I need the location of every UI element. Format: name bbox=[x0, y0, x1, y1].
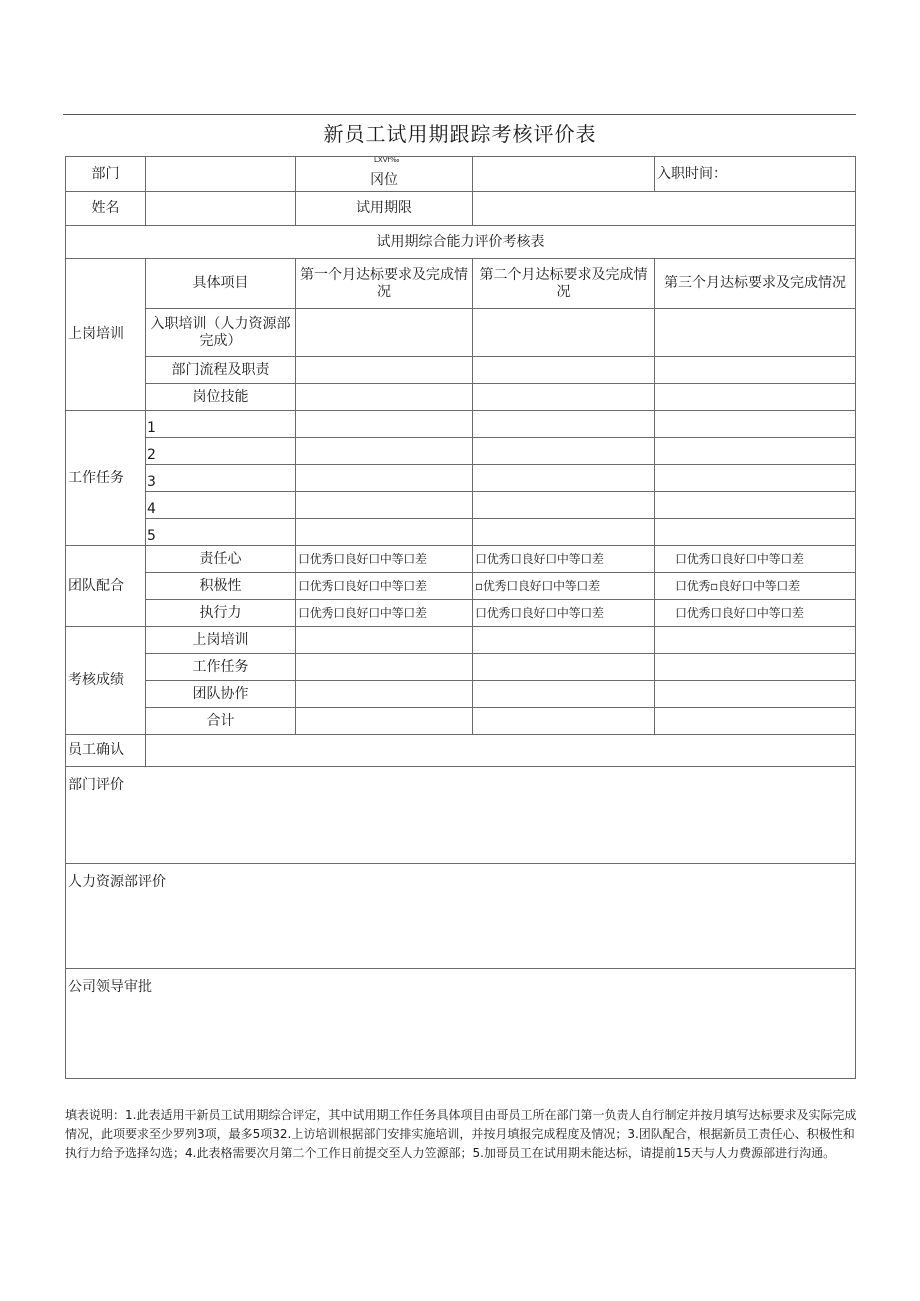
column-header-month-1: 第一个月达标要求及完成情况 bbox=[296, 259, 473, 309]
page-title: 新员工试用期跟踪考核评价表 bbox=[323, 122, 597, 146]
column-header-month-3: 第三个月达标要求及完成情况 bbox=[655, 259, 856, 309]
cell-month-3[interactable] bbox=[655, 519, 856, 546]
cell-month-3[interactable] bbox=[655, 627, 856, 654]
approval-field[interactable] bbox=[66, 969, 856, 1079]
task-number: 5 bbox=[146, 519, 296, 546]
table-row bbox=[66, 708, 856, 735]
row-section-title bbox=[66, 226, 856, 259]
table-row bbox=[66, 600, 856, 627]
cell-month-1[interactable] bbox=[296, 519, 473, 546]
table-row bbox=[66, 492, 856, 519]
rating-checkboxes[interactable]: 口优秀口良好口中等口差 bbox=[296, 546, 473, 573]
rating-checkboxes[interactable]: 口优秀口良好口中等口差 bbox=[296, 600, 473, 627]
cell-month-2[interactable] bbox=[473, 309, 655, 357]
score-item: 工作任务 bbox=[146, 654, 296, 681]
name-label: 姓名 bbox=[66, 192, 146, 226]
rating-checkboxes[interactable]: 口优秀口良好口中等口差 bbox=[473, 546, 655, 573]
employee-confirm-label: 员工确认 bbox=[66, 735, 146, 767]
rating-checkboxes[interactable]: 口优秀口良好口中等口差 bbox=[655, 600, 856, 627]
dept-review-field[interactable] bbox=[66, 767, 856, 864]
cell-month-2[interactable] bbox=[473, 438, 655, 465]
cell-month-1[interactable] bbox=[296, 411, 473, 438]
cell-month-3[interactable] bbox=[655, 654, 856, 681]
cell-month-1[interactable] bbox=[296, 465, 473, 492]
employee-confirm-field[interactable] bbox=[146, 735, 856, 767]
cell-month-3[interactable] bbox=[655, 384, 856, 411]
team-label: 团队配合 bbox=[66, 546, 146, 627]
cell-month-3[interactable] bbox=[655, 438, 856, 465]
table-row bbox=[66, 654, 856, 681]
cell-month-2[interactable] bbox=[473, 411, 655, 438]
cell-month-2[interactable] bbox=[473, 384, 655, 411]
task-number: 4 bbox=[146, 492, 296, 519]
score-item: 上岗培训 bbox=[146, 627, 296, 654]
cell-month-1[interactable] bbox=[296, 438, 473, 465]
cell-month-1[interactable] bbox=[296, 708, 473, 735]
onboarding-item: 入职培训（人力资源部完成） bbox=[146, 309, 296, 357]
cell-month-3[interactable] bbox=[655, 411, 856, 438]
table-row bbox=[66, 546, 856, 573]
top-divider bbox=[63, 114, 856, 115]
cell-month-2[interactable] bbox=[473, 492, 655, 519]
cell-month-2[interactable] bbox=[473, 681, 655, 708]
table-row bbox=[66, 384, 856, 411]
team-item: 责任心 bbox=[146, 546, 296, 573]
onboarding-item: 部门流程及职责 bbox=[146, 357, 296, 384]
hr-review-label: 人力资源部评价 bbox=[68, 874, 166, 890]
dept-field[interactable] bbox=[146, 157, 296, 192]
position-label: 冈位 bbox=[296, 157, 473, 192]
table-row bbox=[66, 519, 856, 546]
table-row bbox=[66, 465, 856, 492]
hire-date-label[interactable]: 入职时间： bbox=[655, 157, 856, 192]
section-title: 试用期综合能力评价考核表 bbox=[66, 226, 856, 259]
position-field[interactable] bbox=[473, 157, 655, 192]
cell-month-3[interactable] bbox=[655, 681, 856, 708]
table-row bbox=[66, 438, 856, 465]
dept-review-label: 部门评价 bbox=[68, 777, 124, 793]
tasks-label: 工作任务 bbox=[66, 411, 146, 546]
task-number: 2 bbox=[146, 438, 296, 465]
row-dept-review bbox=[66, 767, 856, 864]
cell-month-1[interactable] bbox=[296, 627, 473, 654]
table-row bbox=[66, 357, 856, 384]
score-item: 团队协作 bbox=[146, 681, 296, 708]
fill-instructions: 填表说明：1.此表适用干新员工试用期综合评定，其中试用期工作任务具体项目由哥员工所在部门第一负责人自行制定并按月填写达标要求及实际完成情况，此项要求至少罗列3项，最多5项32.上访培训根据部门安排实施培训，并按月填报完成程度及情况；3.团队配合，根据新员工责任心、积极性和执行力给予选择勾选；4.此表格需要次月第二个工作日前提交至人力笠源部；5.加哥员工在试用期未能达标，请提前15天与人力费源部进行沟通。 bbox=[65, 1108, 857, 1160]
score-item: 合计 bbox=[146, 708, 296, 735]
cell-month-2[interactable] bbox=[473, 465, 655, 492]
column-header-month-2: 第二个月达标要求及完成情况 bbox=[473, 259, 655, 309]
team-item: 执行力 bbox=[146, 600, 296, 627]
onboarding-label: 上岗培训 bbox=[66, 259, 146, 411]
column-header-item: 具体项目 bbox=[146, 259, 296, 309]
cell-month-1[interactable] bbox=[296, 309, 473, 357]
rating-checkboxes[interactable]: 口优秀口良好口中等口差 bbox=[655, 546, 856, 573]
cell-month-2[interactable] bbox=[473, 654, 655, 681]
table-row bbox=[66, 681, 856, 708]
row-employee-confirm bbox=[66, 735, 856, 767]
cell-month-1[interactable] bbox=[296, 357, 473, 384]
tiny-mark: LXVf‰ bbox=[374, 156, 400, 164]
cell-month-1[interactable] bbox=[296, 654, 473, 681]
row-approval bbox=[66, 969, 856, 1079]
table-row bbox=[66, 309, 856, 357]
onboarding-item: 岗位技能 bbox=[146, 384, 296, 411]
rating-checkboxes[interactable]: ▫优秀口良好口中等口差 bbox=[473, 573, 655, 600]
cell-month-2[interactable] bbox=[473, 627, 655, 654]
evaluation-form-table bbox=[65, 156, 856, 1079]
cell-month-1[interactable] bbox=[296, 492, 473, 519]
task-number: 3 bbox=[146, 465, 296, 492]
dept-label: 部门 bbox=[66, 157, 146, 192]
row-name bbox=[66, 192, 856, 226]
cell-month-3[interactable] bbox=[655, 357, 856, 384]
name-field[interactable] bbox=[146, 192, 296, 226]
approval-label: 公司领导审批 bbox=[68, 979, 152, 995]
cell-month-2[interactable] bbox=[473, 519, 655, 546]
cell-month-2[interactable] bbox=[473, 708, 655, 735]
hr-review-field[interactable] bbox=[66, 864, 856, 969]
cell-month-3[interactable] bbox=[655, 708, 856, 735]
row-hr-review bbox=[66, 864, 856, 969]
table-row bbox=[66, 627, 856, 654]
rating-checkboxes[interactable]: 口优秀口良好口中等口差 bbox=[296, 573, 473, 600]
rating-checkboxes[interactable]: 口优秀口良好口中等口差 bbox=[473, 600, 655, 627]
team-item: 积极性 bbox=[146, 573, 296, 600]
cell-month-3[interactable] bbox=[655, 492, 856, 519]
table-row bbox=[66, 411, 856, 438]
row-dept bbox=[66, 157, 856, 192]
cell-month-1[interactable] bbox=[296, 384, 473, 411]
cell-month-3[interactable] bbox=[655, 309, 856, 357]
cell-month-3[interactable] bbox=[655, 465, 856, 492]
task-number: 1 bbox=[146, 411, 296, 438]
cell-month-1[interactable] bbox=[296, 681, 473, 708]
score-label: 考核成绩 bbox=[66, 627, 146, 735]
probation-field[interactable] bbox=[473, 192, 856, 226]
probation-label: 试用期限 bbox=[296, 192, 473, 226]
row-column-headers bbox=[66, 259, 856, 309]
rating-checkboxes[interactable]: 口优秀▫良好口中等口差 bbox=[655, 573, 856, 600]
table-row bbox=[66, 573, 856, 600]
cell-month-2[interactable] bbox=[473, 357, 655, 384]
